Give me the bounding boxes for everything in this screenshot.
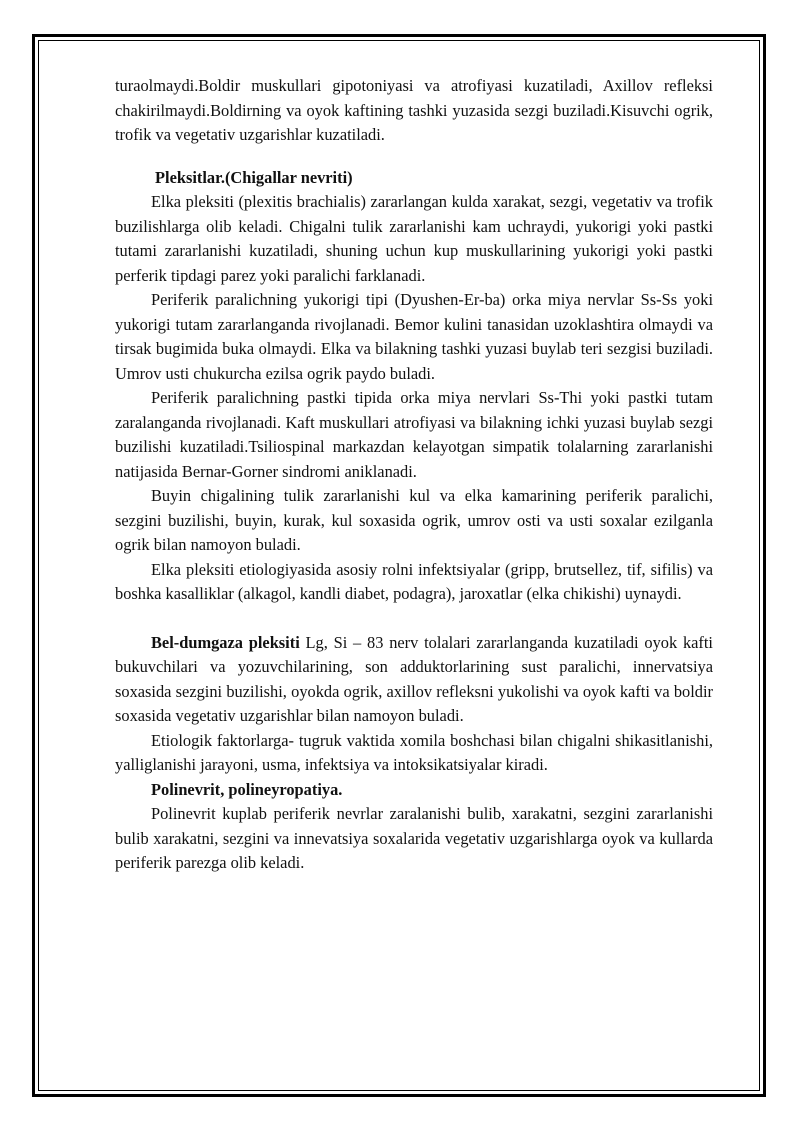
paragraph-lower-type: Periferik paralichning pastki tipida orka miya nervlari Ss-Thi yoki pastki tutam zaralanganda rivojlanadi. Kaft muskullari atrofiyasi va bilakning ichki yuzasi buylab sezgi buzilishi kuzatiladi.Tsiliospinal markazdan kelayotgan simpatik tolalarning zararlanishi natijasida Bernar-Gorner sindromi aniklanadi. — [115, 388, 713, 481]
document-body — [115, 74, 713, 876]
paragraph-elka-pleksiti: Elka pleksiti (plexitis brachialis) zararlangan kulda xarakat, sezgi, vegetativ va trofik buzilishlarga olib keladi. Chigalni tulik zararlanishi kam uchraydi, yukorigi yoki pastki tutami zararlanishi kuzatiladi, shuning uchun kup muskullarining yukorigi yoki pastki perferik tipdagi parez yoki paralichi farklanadi. — [115, 192, 713, 285]
paragraph-etiology: Elka pleksiti etiologiyasida asosiy rolni infektsiyalar (gripp, brutsellez, tif, sifilis) va boshka kasalliklar (alkagol, kandli diabet, podagra), jaroxatlar (elka chikishi) uynaydi. — [115, 559, 713, 603]
paragraph-continuation: turaolmaydi.Boldir muskullari gipotoniyasi va atrofiyasi kuzatiladi, Axillov refleksi chakirilmaydi.Boldirning va oyok kaftining tashki yuzasida sezgi buziladi.Kisuvchi ogrik, trofik va vegetativ uzgarishlar kuzatiladi. — [115, 76, 713, 144]
paragraph-upper-type: Periferik paralichning yukorigi tipi (Dyushen-Er-ba) orka miya nervlar Ss-Ss yoki yukorigi tutam zararlanganda rivojlanadi. Bemor kulini tanasidan uzoklashtira olmaydi va tirsak bugimida buka olmaydi. Elka va bilakning tashki yuzasi buylab teri sezgisi buziladi. Umrov usti chukurcha ezilsa ogrik paydo buladi. — [115, 290, 713, 383]
paragraph-bel-dumgaza — [115, 631, 713, 729]
paragraph-polinevrit: Polinevrit kuplab periferik nevrlar zaralanishi bulib, xarakatni, sezgini zararlanishi bulib xarakatni, sezgini va innevatsiya soxalarida vegetativ uzgarishlarga oyok va kullarda periferik parezga olib keladi. — [115, 804, 713, 872]
section-heading-polinevrit: Polinevrit, polineyropatiya. — [151, 779, 343, 799]
paragraph-etiologic-factors: Etiologik faktorlarga- tugruk vaktida xomila boshchasi bilan chigalni shikasitlanishi, yalliglanishi jarayoni, usma, infektsiya va intoksikatsiyalar kiradi. — [115, 730, 713, 774]
bel-dumgaza-lead: Bel-dumgaza pleksiti — [151, 632, 300, 652]
section-heading-pleksitlar: Pleksitlar.(Chigallar nevriti) — [155, 167, 353, 187]
bel-dumgaza-text: Lg, Si – 83 nerv tolalari zararlanganda kuzatiladi oyok kafti bukuvchilari va yozuvchilarining, son adduktorlarining sust paralichi, innervatsiya soxasida sezgini buzilishi, oyokda ogrik, axillov refleksni yukolishi va oyok kafti va boldir soxasida vegetativ uzgarishlar bilan namoyon buladi. — [115, 632, 713, 725]
paragraph-neck-plexus: Buyin chigalining tulik zararlanishi kul va elka kamarining periferik paralichi, sezgini buzilishi, buyin, kurak, kul soxasida ogrik, umrov osti va usti soxalar ezilganla ogrik bilan namoyon buladi. — [115, 486, 713, 554]
